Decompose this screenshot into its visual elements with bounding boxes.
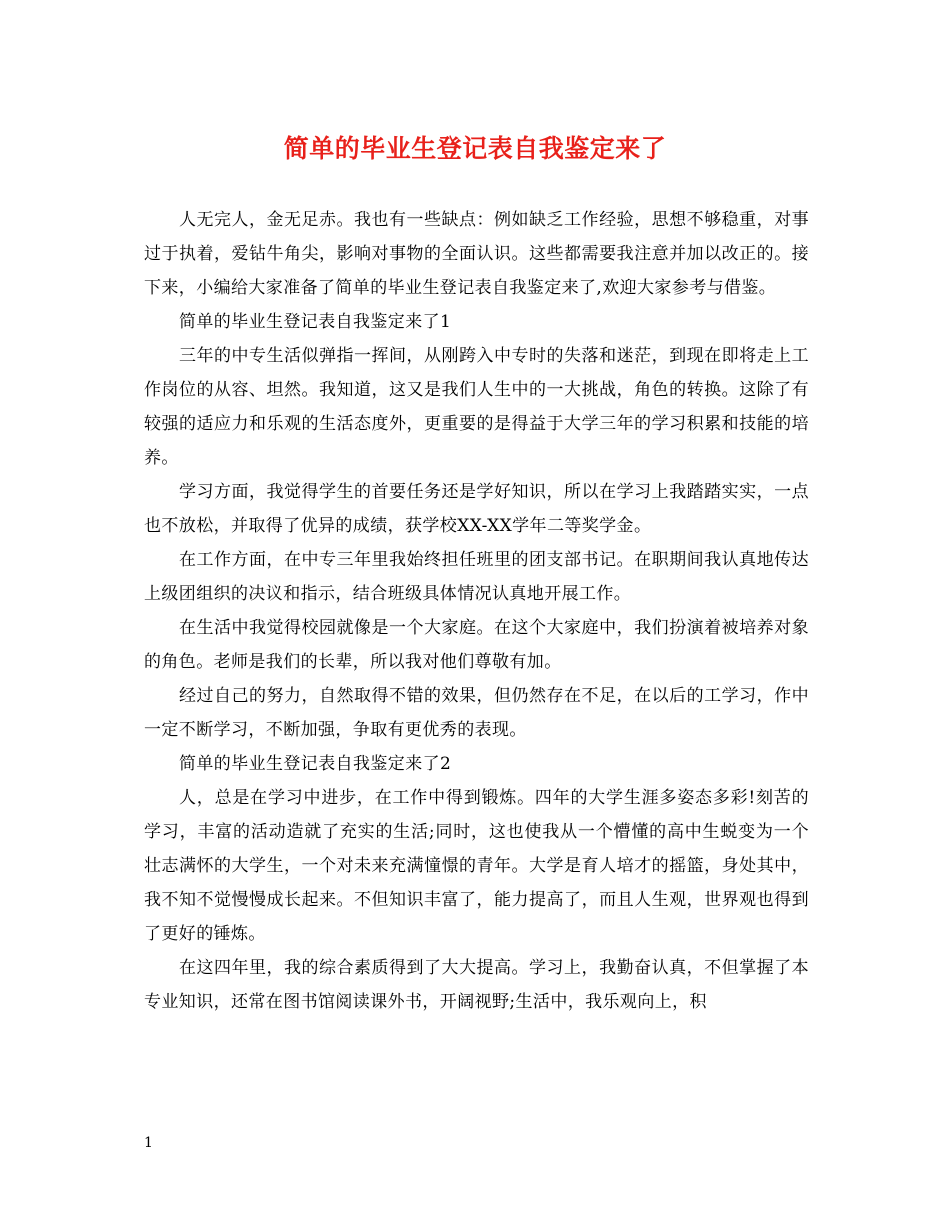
intro-paragraph: 人无完人，金无足赤。我也有一些缺点：例如缺乏工作经验，思想不够稳重，对事过于执着，爱钻牛角尖，影响对事物的全面认识。这些都需要我注意并加以改正的。接下来，小编给大家准备了简单的毕业生登记表自我鉴定来了,欢迎大家参考与借鉴。	[144, 210, 809, 298]
body-paragraph: 三年的中专生活似弹指一挥间，从刚跨入中专时的失落和迷茫，到现在即将走上工作岗位的从容、坦然。我知道，这又是我们人生中的一大挑战，角色的转换。这除了有较强的适应力和乐观的生活态度外，更重要的是得益于大学三年的学习积累和技能的培养。	[144, 346, 809, 468]
body-paragraph: 在生活中我觉得校园就像是一个大家庭。在这个大家庭中，我们扮演着被培养对象的角色。老师是我们的长辈，所以我对他们尊敬有加。	[144, 618, 809, 672]
body-paragraph: 人，总是在学习中进步，在工作中得到锻炼。四年的大学生涯多姿态多彩!刻苦的学习，丰富的活动造就了充实的生活;同时，这也使我从一个懵懂的高中生蜕变为一个壮志满怀的大学生，一个对未来充满憧憬的青年。大学是育人培才的摇篮，身处其中，我不知不觉慢慢成长起来。不但知识丰富了，能力提高了，而且人生观，世界观也得到了更好的锤炼。	[144, 788, 809, 944]
document-body	[144, 203, 809, 1019]
body-paragraph: 学习方面，我觉得学生的首要任务还是学好知识，所以在学习上我踏踏实实，一点也不放松，并取得了优异的成绩，获学校XX-XX学年二等奖学金。	[144, 482, 809, 536]
body-paragraph: 在工作方面，在中专三年里我始终担任班里的团支部书记。在职期间我认真地传达上级团组织的决议和指示，结合班级具体情况认真地开展工作。	[144, 550, 809, 604]
document-title: 简单的毕业生登记表自我鉴定来了	[283, 134, 667, 163]
section-heading-1: 简单的毕业生登记表自我鉴定来了1	[179, 312, 452, 332]
body-paragraph: 经过自己的努力，自然取得不错的效果，但仍然存在不足，在以后的工学习，作中一定不断学习，不断加强，争取有更优秀的表现。	[144, 686, 809, 740]
section-heading-2: 简单的毕业生登记表自我鉴定来了2	[179, 754, 452, 774]
body-paragraph: 在这四年里，我的综合素质得到了大大提高。学习上，我勤奋认真，不但掌握了本专业知识，还常在图书馆阅读课外书，开阔视野;生活中，我乐观向上，积	[144, 958, 809, 1012]
page-number: 1	[144, 1135, 153, 1151]
